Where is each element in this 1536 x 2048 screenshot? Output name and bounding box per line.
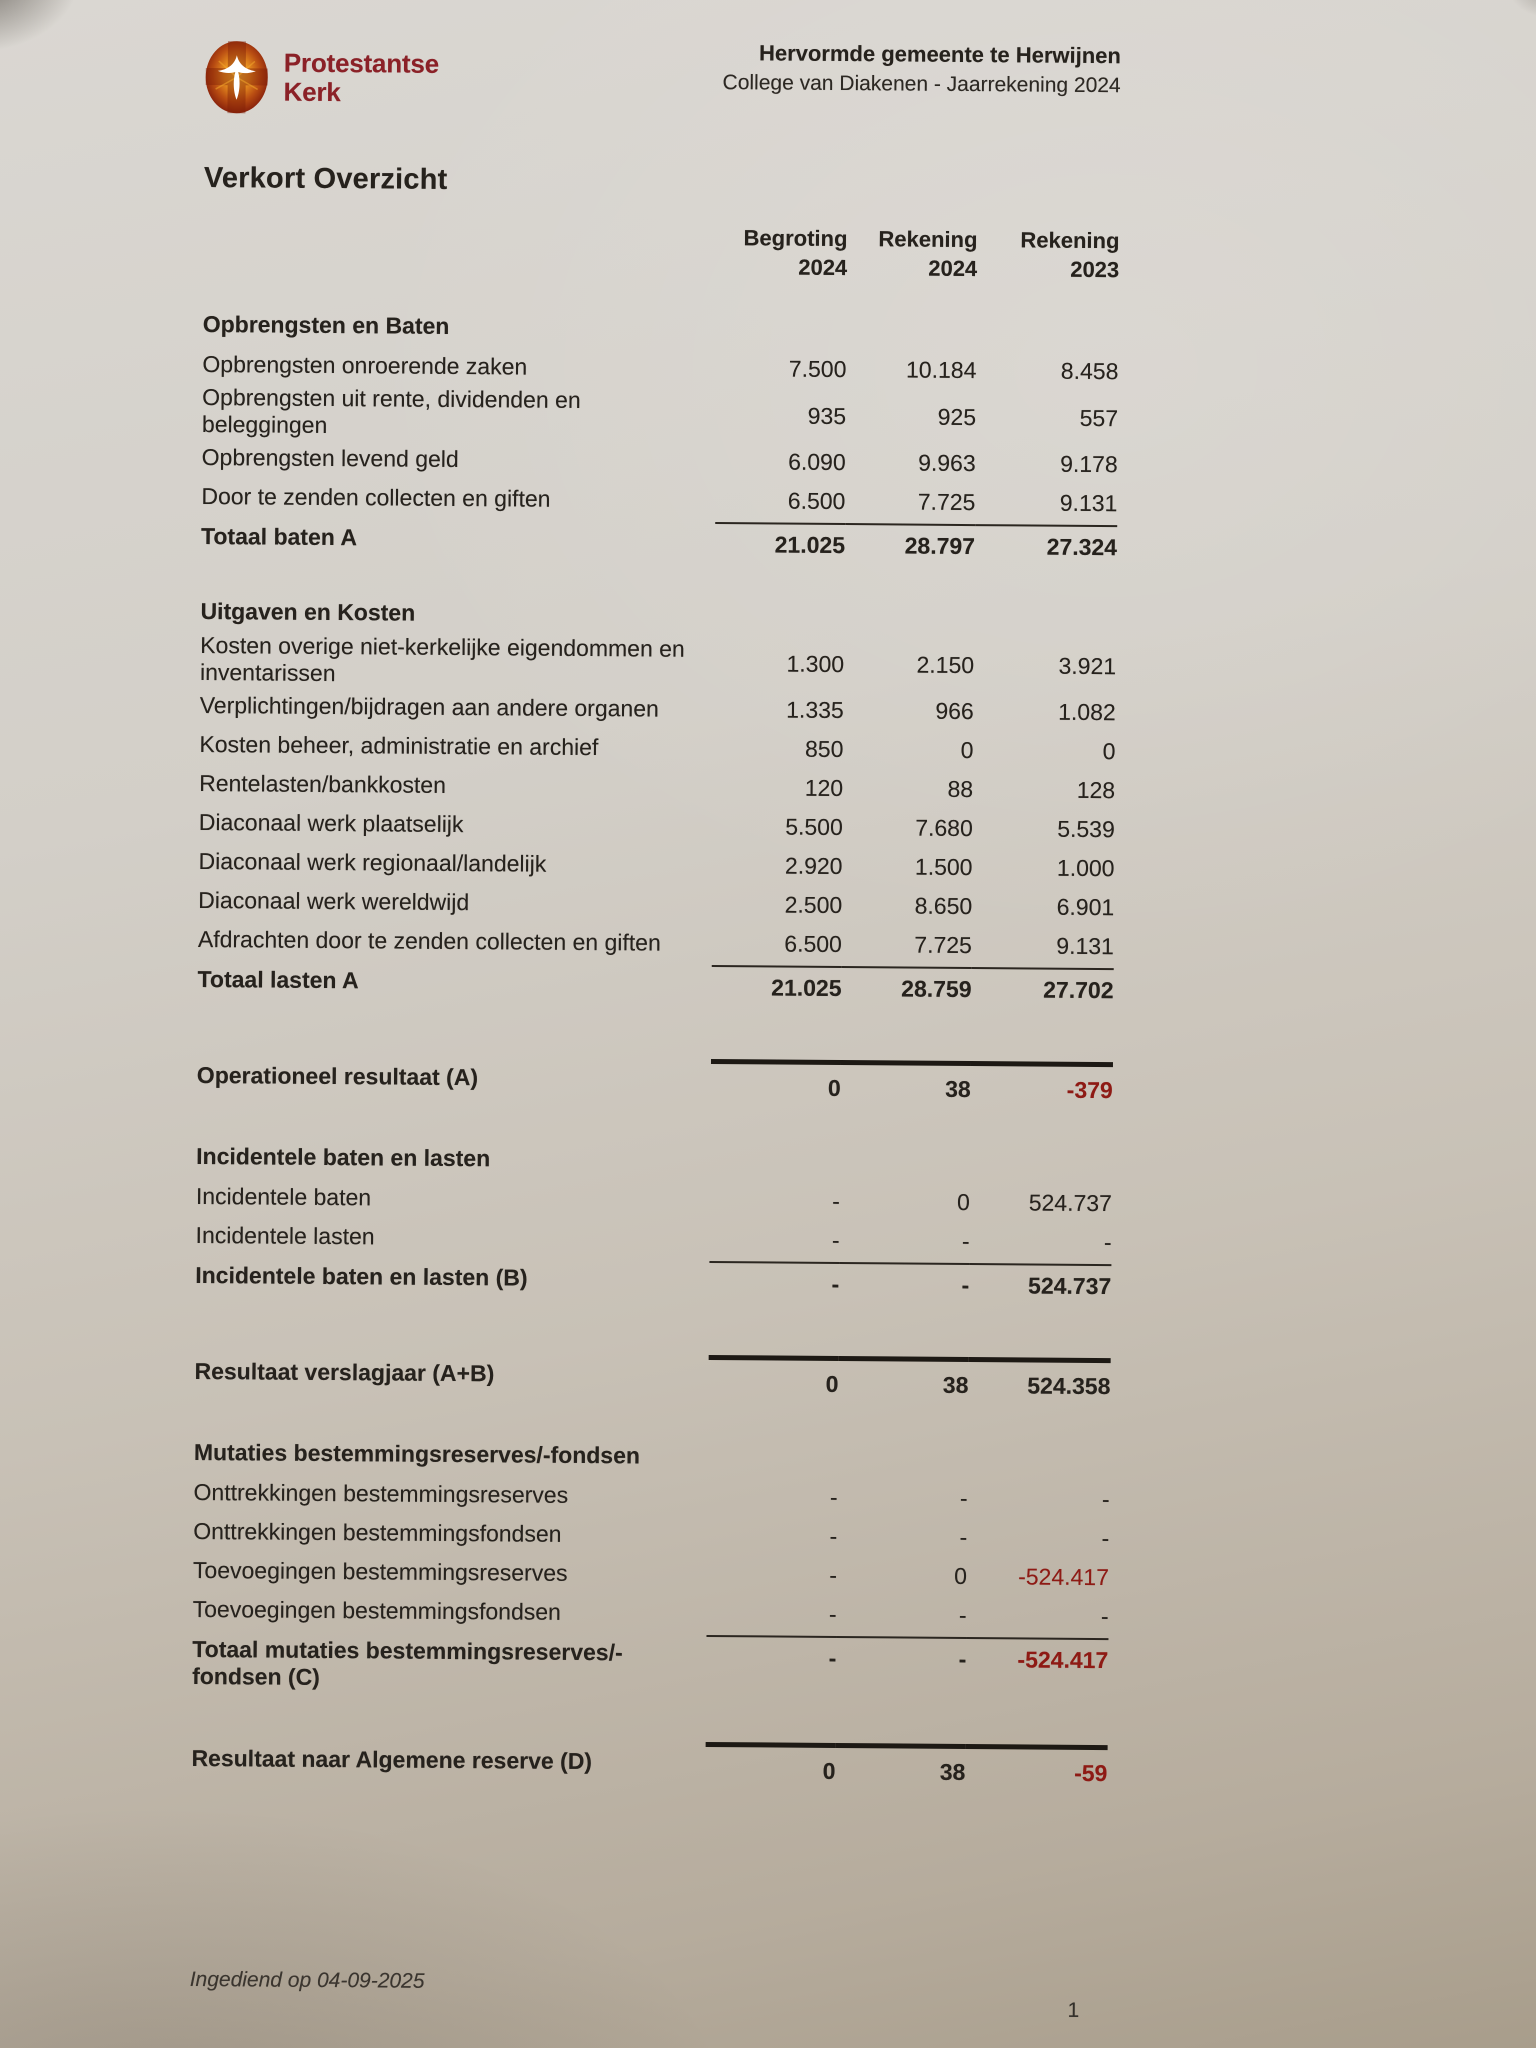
row-value: -379: [971, 1061, 1113, 1104]
table-rows: [191, 303, 1119, 1799]
row-value: 0: [1102, 738, 1116, 765]
submission-note: Ingediend op 04-09-2025: [189, 1967, 425, 1993]
document-header: [204, 40, 1121, 119]
row-value: 120: [804, 774, 844, 802]
row-value: 9.178: [1060, 450, 1118, 478]
row-value: 2.150: [916, 651, 975, 678]
table-row: [197, 1055, 1113, 1116]
row-value: 0: [708, 1355, 838, 1398]
row-value: 1.000: [1056, 854, 1115, 882]
row-value: 9.963: [918, 449, 976, 477]
table-row: [193, 1590, 1109, 1636]
row-value: 10.184: [905, 356, 977, 384]
table-row: [201, 477, 1117, 523]
row-value: 966: [935, 697, 974, 725]
row-value: 925: [937, 403, 977, 430]
row-label: Incidentele baten en lasten (B): [195, 1261, 528, 1291]
row-value: 0: [705, 1742, 835, 1785]
row-label: Totaal lasten A: [197, 965, 359, 994]
row-value: 38: [841, 1060, 971, 1103]
brand-name: [283, 49, 439, 108]
row-value: 1.300: [786, 650, 845, 677]
row-value: 9.131: [1056, 932, 1115, 960]
row-label: Diaconaal werk regionaal/landelijk: [198, 847, 547, 877]
table-row: [195, 1257, 1111, 1310]
page-number: 1: [1067, 1998, 1080, 2022]
row-value: 7.680: [915, 814, 973, 842]
row-value: -: [829, 1522, 838, 1550]
table-row: [197, 961, 1113, 1014]
row-value: 128: [1076, 776, 1116, 804]
row-label: Toevoegingen bestemmingsreserves: [192, 1556, 568, 1586]
table-row: [198, 920, 1114, 966]
row-value: 38: [838, 1356, 968, 1399]
row-label: Incidentele baten en lasten: [196, 1142, 491, 1171]
row-value: 7.725: [914, 931, 973, 959]
brand-line1: Protestantse: [283, 47, 440, 79]
row-value: 2.500: [784, 891, 843, 919]
row-value: 21.025: [711, 965, 841, 1002]
row-value: 1.335: [786, 696, 844, 724]
row-value: 524.358: [968, 1357, 1110, 1400]
row-value: 8.650: [914, 892, 973, 920]
row-value: -: [958, 1601, 967, 1629]
row-label: Resultaat naar Algemene reserve (D): [191, 1744, 593, 1775]
row-value: -: [836, 1636, 966, 1673]
row-value: 88: [947, 775, 974, 803]
row-value: -: [829, 1483, 838, 1511]
row-value: -: [959, 1484, 968, 1512]
row-value: -: [706, 1635, 836, 1672]
row-label: Opbrengsten onroerende zaken: [202, 350, 528, 380]
row-value: 0: [956, 1188, 970, 1216]
row-label: Diaconaal werk wereldwijd: [198, 886, 470, 916]
row-label: Afdrachten door te zenden collecten en giften: [197, 925, 661, 956]
row-value: 2.920: [784, 852, 843, 880]
row-value: 7.500: [788, 355, 847, 383]
row-label: Incidentele baten: [195, 1182, 372, 1211]
row-value: 27.702: [971, 967, 1113, 1004]
row-label: Rentelasten/bankkosten: [199, 769, 447, 798]
dove-cross-logo-icon: [204, 40, 269, 115]
row-value: 5.500: [785, 813, 843, 841]
row-value: -: [961, 1227, 970, 1255]
row-label: Diaconaal werk plaatselijk: [198, 808, 464, 838]
row-label: Totaal baten A: [201, 522, 358, 551]
row-value: 6.500: [784, 930, 843, 958]
row-value: 7.725: [917, 488, 976, 516]
row-label: Kosten beheer, administratie en archief: [199, 730, 599, 761]
brand-line2: Kerk: [283, 76, 341, 108]
row-value: 935: [807, 402, 847, 429]
column-header-rekening-2024: [847, 224, 977, 283]
row-value: 1.082: [1058, 698, 1116, 726]
row-label: Opbrengsten levend geld: [201, 443, 459, 473]
column-header-begroting-2024: [717, 223, 847, 282]
section-header-row: [196, 1135, 1112, 1184]
row-value: 28.797: [845, 523, 975, 560]
row-label: Uitgaven en Kosten: [200, 597, 416, 626]
column-header-rekening-2023: [977, 225, 1119, 284]
org-subtitle: College van Diakenen - Jaarrekening 2024: [722, 71, 1121, 98]
row-value: -: [1103, 1229, 1112, 1256]
row-value: 27.324: [975, 524, 1117, 561]
row-label: Totaal mutaties bestemmingsreserves/-fondsen (C): [192, 1635, 623, 1690]
table-row: [191, 1738, 1107, 1799]
column-year: 2024: [798, 254, 848, 281]
row-value: 524.737: [969, 1263, 1111, 1300]
section-header-row: [200, 590, 1116, 639]
table-row: [192, 1631, 1108, 1697]
row-value: -: [828, 1600, 837, 1628]
row-label: Onttrekkingen bestemmingsfondsen: [193, 1517, 562, 1547]
column-header-spacer: [203, 219, 717, 281]
table-row: [202, 384, 1118, 445]
row-value: 850: [804, 735, 844, 763]
column-label: Rekening: [1020, 227, 1120, 254]
row-value: 3.921: [1058, 652, 1117, 679]
row-value: 1.500: [914, 853, 973, 881]
row-value: -: [1101, 1525, 1110, 1552]
row-value: 524.737: [1028, 1189, 1112, 1217]
row-value: -524.417: [1018, 1563, 1110, 1591]
row-label: Onttrekkingen bestemmingsreserves: [193, 1478, 569, 1508]
row-value: -: [709, 1261, 839, 1298]
row-value: 9.131: [1059, 489, 1118, 517]
org-header: [722, 40, 1121, 98]
row-label: Operationeel resultaat (A): [196, 1061, 479, 1091]
row-value: -: [1101, 1486, 1110, 1513]
row-value: -: [831, 1226, 840, 1254]
row-value: 0: [711, 1059, 841, 1102]
row-label: Mutaties bestemmingsreserves/-fondsen: [193, 1438, 641, 1468]
row-label: Opbrengsten en Baten: [202, 310, 450, 339]
row-label: Kosten overige niet-kerkelijke eigendommen en inventarissen: [199, 631, 685, 687]
document-content: [189, 40, 1121, 2027]
row-value: 5.539: [1057, 815, 1115, 843]
row-value: 0: [954, 1562, 968, 1590]
row-value: -: [832, 1187, 841, 1215]
column-year: 2024: [928, 255, 978, 282]
table-row: [200, 632, 1116, 693]
row-value: -: [829, 1561, 838, 1589]
row-label: Opbrengsten uit rente, dividenden en beleggingen: [201, 383, 581, 438]
row-value: -: [1100, 1603, 1109, 1630]
row-value: 21.025: [715, 522, 845, 559]
row-value: 8.458: [1060, 357, 1119, 385]
column-label: Begroting: [743, 225, 848, 252]
table-row: [201, 518, 1117, 571]
row-label: Incidentele lasten: [195, 1221, 375, 1250]
row-value: -524.417: [966, 1637, 1108, 1674]
row-value: 6.901: [1056, 893, 1115, 921]
row-value: -: [959, 1523, 968, 1551]
row-label: Toevoegingen bestemmingsfondsen: [192, 1595, 562, 1625]
row-value: 6.090: [788, 448, 846, 476]
row-value: 557: [1079, 404, 1119, 431]
org-name: Hervormde gemeente te Herwijnen: [758, 40, 1122, 69]
row-value: 6.500: [787, 487, 846, 515]
table-row: [195, 1216, 1111, 1262]
row-value: 38: [835, 1743, 965, 1786]
column-label: Rekening: [878, 226, 978, 253]
row-value: -: [839, 1262, 969, 1299]
row-value: 28.759: [841, 966, 971, 1003]
section-header-row: [194, 1431, 1110, 1480]
column-headers: [203, 219, 1119, 284]
row-label: Resultaat verslagjaar (A+B): [194, 1357, 495, 1387]
row-label: Door te zenden collecten en giften: [201, 482, 551, 512]
section-header-row: [203, 303, 1119, 352]
row-label: Verplichtingen/bijdragen aan andere organen: [199, 691, 659, 722]
table-row: [194, 1351, 1110, 1412]
row-value: 0: [960, 736, 974, 764]
page-title: Verkort Overzicht: [203, 161, 448, 196]
column-year: 2023: [1070, 256, 1120, 283]
row-value: -59: [965, 1744, 1107, 1787]
